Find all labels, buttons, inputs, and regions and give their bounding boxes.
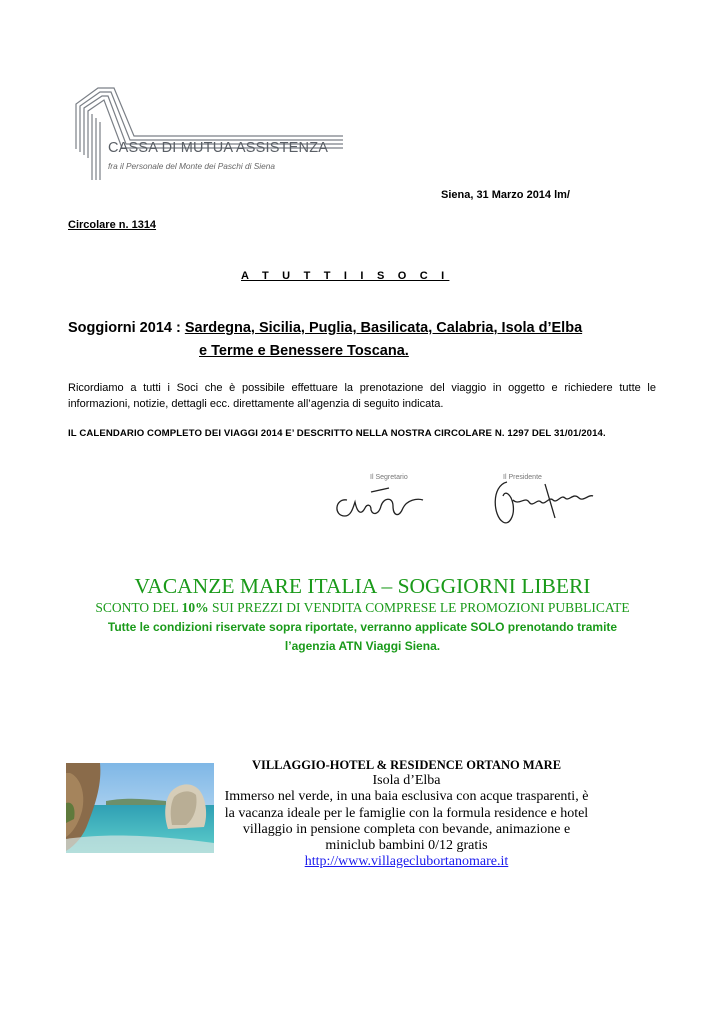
beach-photo [66, 763, 214, 853]
discount-line [0, 600, 725, 616]
hotel-description-4: miniclub bambini 0/12 gratis [325, 838, 488, 854]
offer-title: VACANZE MARE ITALIA – SOGGIORNI LIBERI [134, 574, 591, 598]
conditions [70, 618, 655, 656]
hotel-website-link[interactable]: http://www.villageclubortanomare.it [304, 854, 509, 870]
hotel-name: VILLAGGIO-HOTEL & RESIDENCE ORTANO MARE [251, 758, 562, 772]
hotel-location: Isola d’Elba [372, 773, 441, 789]
hotel-description-1: Immerso nel verde, in una baia esclusiva con acque trasparenti, è [224, 789, 589, 805]
secretary-label: Il Segretario [370, 474, 408, 481]
discount-value: 10% [181, 600, 209, 615]
discount-post: SUI PREZZI DI VENDITA COMPRESE LE PROMOZIONI PUBBLICATE [208, 600, 630, 615]
circular-number: Circolare n. 1314 [68, 219, 157, 231]
conditions-line-1: Tutte le condizioni riservate sopra riportate, verranno applicate SOLO prenotando tramite [107, 620, 618, 634]
logo-title: CASSA DI MUTUA ASSISTENZA [108, 140, 329, 156]
subject-line-1 [68, 320, 582, 336]
calendar-note: IL CALENDARIO COMPLETO DEI VIAGGI 2014 E’ DESCRITTO NELLA NOSTRA CIRCOLARE N. 1297 DEL 31/01/2014. [68, 428, 606, 439]
secretary-signature-icon [327, 478, 437, 528]
recipients-line: A T U T T I I S O C I [241, 270, 450, 282]
president-signature-icon [485, 476, 605, 532]
logo-subtitle: fra il Personale del Monte dei Paschi di Siena [108, 161, 275, 171]
president-label: Il Presidente [503, 474, 542, 481]
hotel-description-3: villaggio in pensione completa con bevande, animazione e [242, 821, 571, 837]
hotel-description-2: la vacanza ideale per le famiglie con la formula residence e hotel [224, 805, 589, 821]
body-paragraph: Ricordiamo a tutti i Soci che è possibile effettuare la prenotazione del viaggio in oggetto e richiedere tutte le informazioni, notizie, dettagli ecc. direttamente all’agenzia di seguito indicata. [68, 382, 656, 410]
subject-line-2: e Terme e Benessere Toscana. [199, 343, 409, 359]
subject-label: Soggiorni 2014 : [68, 320, 185, 336]
hotel-block [214, 757, 599, 870]
letter-date: Siena, 31 Marzo 2014 lm/ [440, 189, 570, 201]
subject-destinations: Sardegna, Sicilia, Puglia, Basilicata, Calabria, Isola d’Elba [184, 320, 583, 336]
conditions-line-2: l’agenzia ATN Viaggi Siena. [284, 639, 441, 653]
discount-pre: SCONTO DEL [95, 600, 182, 615]
